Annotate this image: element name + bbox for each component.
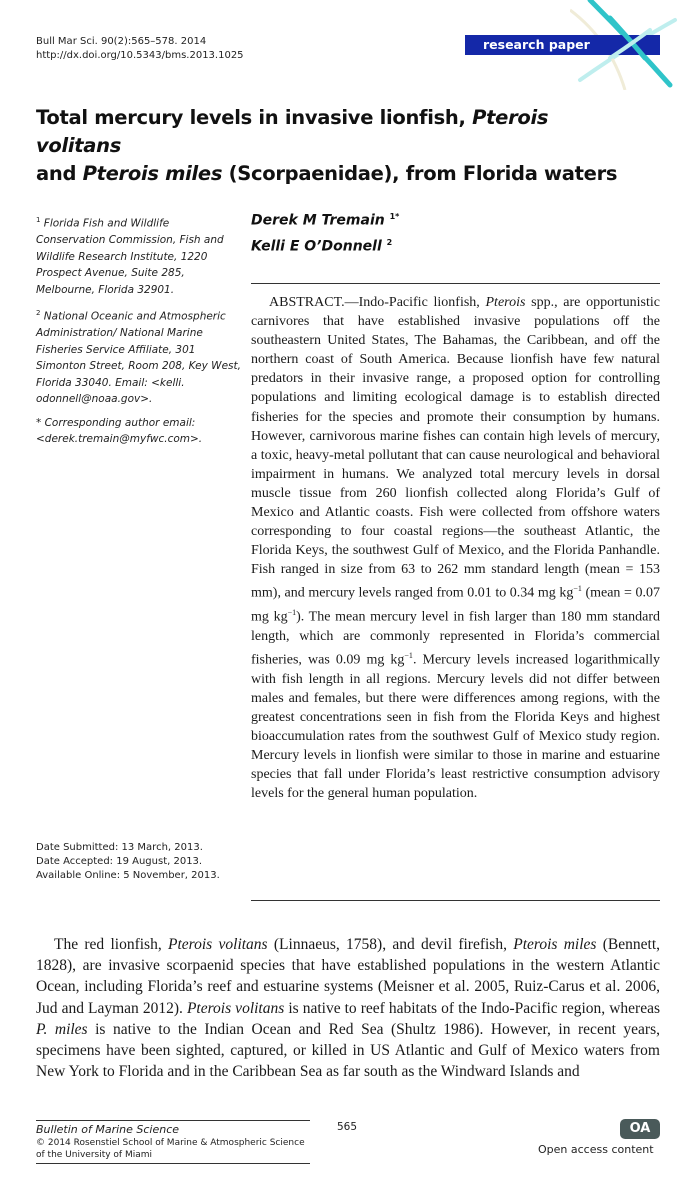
body-paragraph: The red lionfish, Pterois volitans (Linnaeus, 1758), and devil firefish, Pterois miles (Bennett, 1828), are invasive scorpaenid species that have established populations in the western Atlantic Ocean, including Florida’s reef and estuarine systems (Meisner et al. 2005, Ruiz-Carus et al. 2006, Jud and Layman 2012). Pterois volitans is native to reef habitats of the Indo-Pacific region, whereas P. miles is native to the Indian Ocean and Red Sea (Shultz 1986). However, in recent years, specimens have been sighted, captured, or killed in US Atlantic and Gulf of Mexico waters from New York to Florida and in the Caribbean Sea as far south as the Windward Islands and bbox=[36, 936, 661, 1081]
species-name: Pterois volitans bbox=[36, 106, 549, 157]
author: Derek M Tremain $^{1*}$ bbox=[251, 212, 400, 229]
citation-line: Bull Mar Sci. 90(2):565–578. 2014 bbox=[36, 36, 207, 47]
affiliation-2: $^2$ National Oceanic and Atmospheric Administration/ National Marine Fisheries Service Affiliate, 301 Simonton Street, Room 208, Key West, Florida 33040. Email: <kelli. odonnell@noaa.gov>. bbox=[36, 309, 241, 405]
affiliation-1: $^1$ Florida Fish and Wildlife Conservation Commission, Fish and Wildlife Research Institute, 1220 Prospect Avenue, Suite 285, Melbourne, Florida 32901. bbox=[36, 216, 224, 296]
journal-name: Bulletin of Marine Science bbox=[36, 1123, 180, 1136]
body-text bbox=[36, 934, 660, 1082]
date-submitted: Date Submitted: 13 March, 2013. bbox=[36, 842, 203, 853]
abstract-paragraph: ABSTRACT.—Indo-Pacific lionfish, Pterois spp., are opportunistic carnivores that have established invasive populations off the southeastern United States, The Bahamas, the Caribbean, and off the northern coast of South America. Because lionfish have few natural predators in their invasive range, a proposed option for controlling populations and limiting ecological damage is to establish directed fisheries for the species and promote their consumption by humans. However, carnivorous marine fishes can contain high levels of mercury, a toxic, heavy-metal pollutant that can cause neurological and behavioral impairment in humans. We analyzed total mercury levels in dorsal muscle tissue from 260 lionfish collected along Florida’s Gulf of Mexico and Atlantic coasts. Fish were collected from offshore waters corresponding to four coastal regions—the southeast Atlantic, the Florida Keys, the southwest Gulf of Mexico, and the Florida Panhandle. Fish ranged in size from 63 to 262 mm standard length (mean = 153 mm), and mercury levels ranged from 0.01 to 0.34 mg $kg^{-1}$ (mean = 0.07 mg $kg^{-1}$). The mean mercury level in fish larger than 180 mm standard length, which are commonly represented in Florida’s commercial fisheries, was 0.09 mg $kg^{-1}$. Mercury levels increased logarithmically with fish length in all regions. Mercury levels did not differ between males and females, but there were differences among regions, with the greatest concentrations seen in fish from the Florida Keys and highest bioaccumulation rates from the southwest Gulf of Mexico study region. Mercury levels in lionfish were similar to those in marine and estuarine species that fall under Florida’s least restrictive consumption advisory levels for the general human population. bbox=[251, 295, 660, 802]
species-name: Pterois miles bbox=[82, 162, 223, 185]
citation-block bbox=[36, 35, 244, 63]
publication-dates bbox=[36, 841, 220, 883]
open-access-badge: OA bbox=[620, 1119, 660, 1139]
abstract-top-rule bbox=[251, 283, 660, 284]
date-accepted: Date Accepted: 19 August, 2013. bbox=[36, 856, 203, 867]
page-number: 565 bbox=[337, 1121, 358, 1133]
doi-link[interactable]: http://dx.doi.org/10.5343/bms.2013.1025 bbox=[36, 50, 244, 61]
article-type-banner bbox=[465, 35, 660, 55]
abstract bbox=[251, 293, 660, 803]
copyright: © 2014 Rosenstiel School of Marine & Atmospheric Science of the University of Miami bbox=[36, 1138, 305, 1160]
footer-journal-info bbox=[36, 1120, 310, 1164]
author-list bbox=[251, 206, 399, 257]
author: Kelli E O’Donnell $^2$ bbox=[251, 237, 393, 255]
affiliations bbox=[36, 212, 241, 455]
abstract-bottom-rule bbox=[251, 900, 660, 901]
open-access-label: Open access content bbox=[538, 1143, 654, 1156]
article-type-label: research paper bbox=[483, 37, 590, 52]
date-online: Available Online: 5 November, 2013. bbox=[36, 870, 220, 881]
article-title: Total mercury levels in invasive lionfish, Pterois volitans and Pterois miles (Scorpaenidae), from Florida waters bbox=[36, 106, 618, 185]
corresponding-author: * Corresponding author email: <derek.tremain@myfwc.com>. bbox=[36, 416, 203, 445]
